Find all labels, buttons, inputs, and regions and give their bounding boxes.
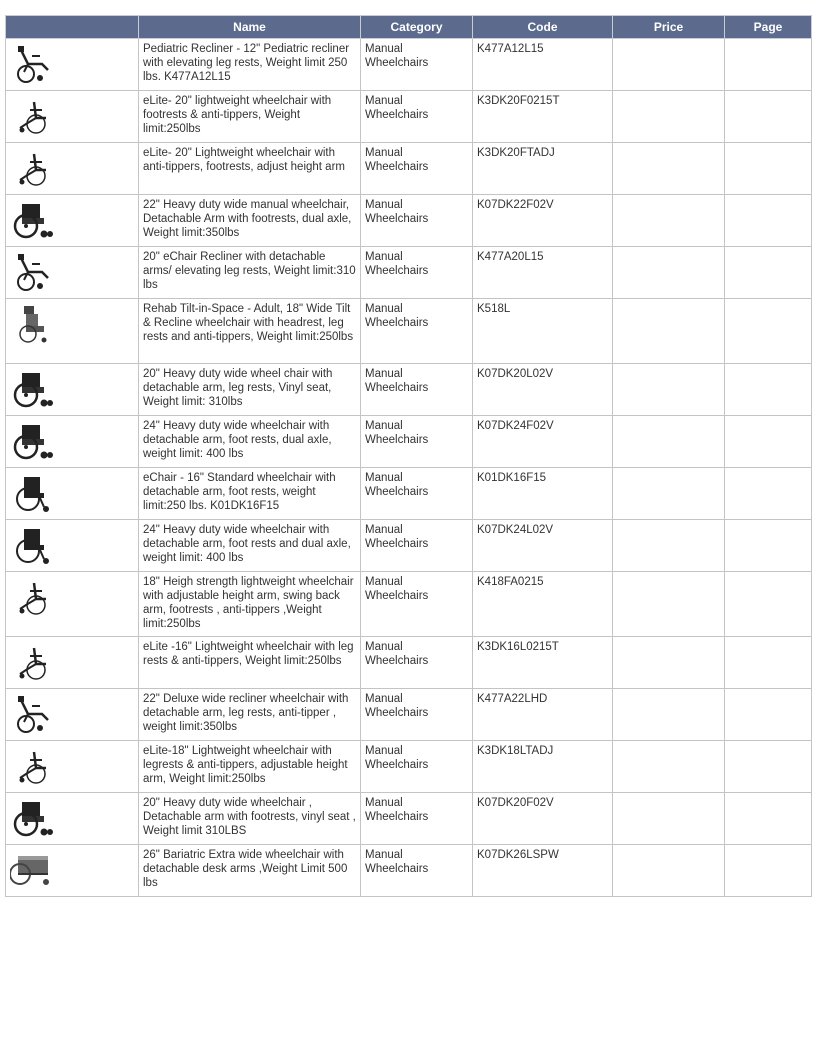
product-image-cell <box>6 195 139 247</box>
product-category: Manual Wheelchairs <box>361 247 473 299</box>
product-name: eLite- 20" lightweight wheelchair with footrests & anti-tippers, Weight limit:250lbs <box>139 91 361 143</box>
product-code: K01DK16F15 <box>473 468 613 520</box>
table-row <box>6 637 812 689</box>
product-code: K477A20L15 <box>473 247 613 299</box>
product-price <box>613 195 725 247</box>
product-name: 24" Heavy duty wide wheelchair with detachable arm, foot rests, dual axle, weight limit: 400 lbs <box>139 416 361 468</box>
lightweight-wheelchair-icon <box>10 94 134 138</box>
product-image-cell <box>6 39 139 91</box>
lightweight-wheelchair-icon <box>10 575 134 619</box>
table-row <box>6 195 812 247</box>
tilt-wheelchair-icon <box>10 302 134 346</box>
table-row <box>6 39 812 91</box>
header-page: Page <box>725 16 812 39</box>
product-page <box>725 416 812 468</box>
product-code: K07DK20L02V <box>473 364 613 416</box>
product-image-cell <box>6 91 139 143</box>
product-image-cell <box>6 520 139 572</box>
product-code: K477A12L15 <box>473 39 613 91</box>
product-category: Manual Wheelchairs <box>361 364 473 416</box>
product-image-cell <box>6 143 139 195</box>
product-image-cell <box>6 468 139 520</box>
table-row <box>6 364 812 416</box>
product-price <box>613 247 725 299</box>
product-price <box>613 793 725 845</box>
product-name: Rehab Tilt-in-Space - Adult, 18" Wide Tilt & Recline wheelchair with headrest, leg rests and anti-tippers, Weight limit:250lbs <box>139 299 361 364</box>
heavy-duty-wheelchair-icon <box>10 367 134 411</box>
product-page <box>725 91 812 143</box>
product-image-cell <box>6 572 139 637</box>
product-price <box>613 299 725 364</box>
table-row <box>6 468 812 520</box>
product-price <box>613 689 725 741</box>
product-price <box>613 416 725 468</box>
product-price <box>613 637 725 689</box>
heavy-duty-wheelchair-icon <box>10 419 134 463</box>
product-category: Manual Wheelchairs <box>361 416 473 468</box>
product-image-cell <box>6 364 139 416</box>
product-image-cell <box>6 845 139 897</box>
product-code: K3DK20F0215T <box>473 91 613 143</box>
product-name: 26" Bariatric Extra wide wheelchair with detachable desk arms ,Weight Limit 500 lbs <box>139 845 361 897</box>
product-code: K477A22LHD <box>473 689 613 741</box>
product-category: Manual Wheelchairs <box>361 741 473 793</box>
product-name: 22" Deluxe wide recliner wheelchair with detachable arm, leg rests, anti-tipper , weight limit:350lbs <box>139 689 361 741</box>
product-code: K07DK20F02V <box>473 793 613 845</box>
table-row <box>6 91 812 143</box>
product-image-cell <box>6 741 139 793</box>
product-name: 20" Heavy duty wide wheel chair with detachable arm, leg rests, Vinyl seat, Weight limit: 310lbs <box>139 364 361 416</box>
product-page <box>725 39 812 91</box>
table-row <box>6 299 812 364</box>
product-name: 20" Heavy duty wide wheelchair , Detachable arm with footrests, vinyl seat , Weight limit 310LBS <box>139 793 361 845</box>
product-code: K07DK22F02V <box>473 195 613 247</box>
table-row <box>6 520 812 572</box>
product-category: Manual Wheelchairs <box>361 520 473 572</box>
product-name: 24" Heavy duty wide wheelchair with detachable arm, foot rests and dual axle, weight limit: 400 lbs <box>139 520 361 572</box>
recliner-wheelchair-icon <box>10 250 134 294</box>
product-page <box>725 741 812 793</box>
product-category: Manual Wheelchairs <box>361 689 473 741</box>
product-page <box>725 637 812 689</box>
product-price <box>613 741 725 793</box>
product-price <box>613 468 725 520</box>
product-name: 20" eChair Recliner with detachable arms/ elevating leg rests, Weight limit:310 lbs <box>139 247 361 299</box>
product-page <box>725 689 812 741</box>
heavy-duty-wheelchair-icon <box>10 198 134 242</box>
product-name: 22" Heavy duty wide manual wheelchair, Detachable Arm with footrests, dual axle, Weight limit:350lbs <box>139 195 361 247</box>
table-row <box>6 143 812 195</box>
header-code: Code <box>473 16 613 39</box>
product-category: Manual Wheelchairs <box>361 143 473 195</box>
product-category: Manual Wheelchairs <box>361 572 473 637</box>
product-image-cell <box>6 637 139 689</box>
table-row <box>6 741 812 793</box>
product-category: Manual Wheelchairs <box>361 39 473 91</box>
table-row <box>6 689 812 741</box>
product-code: K3DK16L0215T <box>473 637 613 689</box>
header-name: Name <box>139 16 361 39</box>
lightweight-wheelchair-icon <box>10 744 134 788</box>
product-code: K518L <box>473 299 613 364</box>
product-category: Manual Wheelchairs <box>361 637 473 689</box>
product-category: Manual Wheelchairs <box>361 793 473 845</box>
product-code: K07DK24L02V <box>473 520 613 572</box>
product-code: K418FA0215 <box>473 572 613 637</box>
product-page <box>725 845 812 897</box>
lightweight-wheelchair-icon <box>10 146 134 190</box>
table-row <box>6 572 812 637</box>
product-name: eLite-18" Lightweight wheelchair with legrests & anti-tippers, adjustable height arm, Weight limit:250lbs <box>139 741 361 793</box>
product-name: 18" Heigh strength lightweight wheelchair with adjustable height arm, swing back arm, footrests , anti-tippers ,Weight limit:250lbs <box>139 572 361 637</box>
product-page <box>725 468 812 520</box>
header-row <box>6 16 812 39</box>
header-price: Price <box>613 16 725 39</box>
lightweight-wheelchair-icon <box>10 640 134 684</box>
product-category: Manual Wheelchairs <box>361 845 473 897</box>
product-code: K3DK20FTADJ <box>473 143 613 195</box>
heavy-duty-wheelchair-icon <box>10 796 134 840</box>
product-page <box>725 247 812 299</box>
product-image-cell <box>6 793 139 845</box>
table-body <box>6 39 812 897</box>
table-row <box>6 793 812 845</box>
product-category: Manual Wheelchairs <box>361 91 473 143</box>
product-code: K07DK26LSPW <box>473 845 613 897</box>
product-category: Manual Wheelchairs <box>361 195 473 247</box>
product-table <box>5 15 812 897</box>
product-image-cell <box>6 299 139 364</box>
product-price <box>613 143 725 195</box>
header-image <box>6 16 139 39</box>
product-page <box>725 520 812 572</box>
product-page <box>725 364 812 416</box>
product-name: Pediatric Recliner - 12" Pediatric recliner with elevating leg rests, Weight limit 250 lbs. K477A12L15 <box>139 39 361 91</box>
product-name: eLite -16" Lightweight wheelchair with leg rests & anti-tippers, Weight limit:250lbs <box>139 637 361 689</box>
product-price <box>613 39 725 91</box>
standard-wheelchair-icon <box>10 471 134 515</box>
product-image-cell <box>6 689 139 741</box>
product-name: eLite- 20" Lightweight wheelchair with anti-tippers, footrests, adjust height arm <box>139 143 361 195</box>
product-price <box>613 572 725 637</box>
product-category: Manual Wheelchairs <box>361 299 473 364</box>
product-page <box>725 793 812 845</box>
product-image-cell <box>6 247 139 299</box>
table-row <box>6 845 812 897</box>
recliner-wheelchair-icon <box>10 42 134 86</box>
recliner-wheelchair-icon <box>10 692 134 736</box>
product-price <box>613 364 725 416</box>
product-category: Manual Wheelchairs <box>361 468 473 520</box>
product-price <box>613 91 725 143</box>
product-price <box>613 845 725 897</box>
product-page <box>725 299 812 364</box>
product-code: K07DK24F02V <box>473 416 613 468</box>
table-row <box>6 416 812 468</box>
product-code: K3DK18LTADJ <box>473 741 613 793</box>
product-price <box>613 520 725 572</box>
standard-wheelchair-icon <box>10 523 134 567</box>
product-name: eChair - 16" Standard wheelchair with detachable arm, foot rests, weight limit:250 lbs. K01DK16F15 <box>139 468 361 520</box>
header-category: Category <box>361 16 473 39</box>
table-row <box>6 247 812 299</box>
product-page <box>725 143 812 195</box>
product-page <box>725 195 812 247</box>
product-image-cell <box>6 416 139 468</box>
bariatric-wheelchair-icon <box>10 848 134 892</box>
product-page <box>725 572 812 637</box>
